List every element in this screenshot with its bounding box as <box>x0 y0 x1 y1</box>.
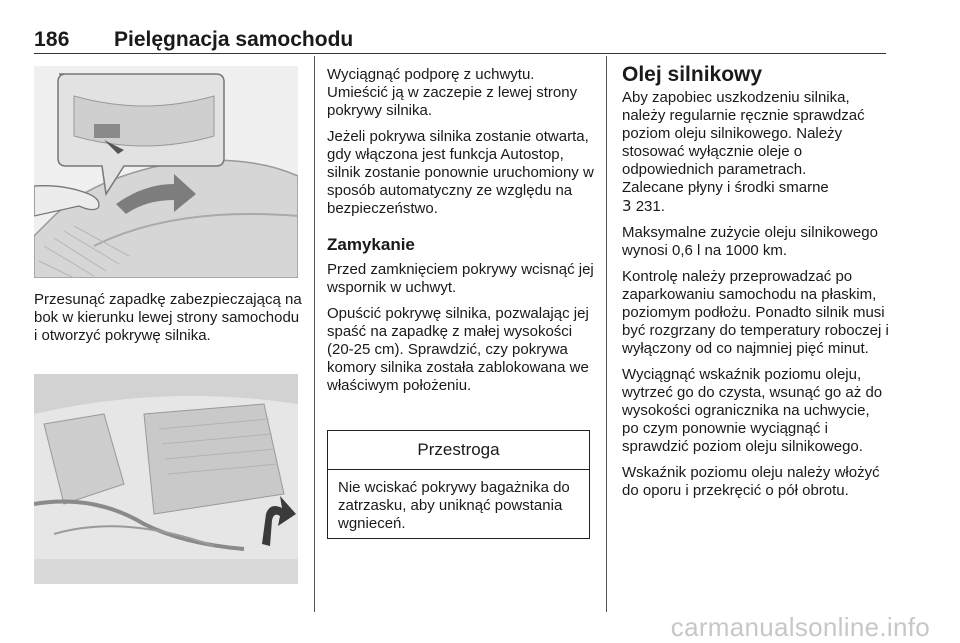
support-instructions <box>327 66 595 403</box>
support-paragraph-2: Jeżeli pokrywa silnika zostanie otwarta, gdy włączona jest funkcja Autostop, silnik zostanie ponownie uruchomiony w sposób automatyczny ze względu na bezpieczeństwo. <box>327 128 594 217</box>
oil-paragraph-1: Aby zapobiec uszkodzeniu silnika, należy regularnie ręcznie sprawdzać poziom oleju silnikowego. Należy stosować wyłącznie oleje o odpowiednich parametrach. <box>622 89 865 178</box>
oil-reference-text: Zalecane płyny i środki smarne <box>622 179 829 196</box>
warning-box <box>327 430 590 539</box>
column-divider-right <box>606 56 607 612</box>
oil-paragraph-3: Kontrolę należy przeprowadzać po zaparkowaniu samochodu na płaskim, poziomym podłożu. Ponadto silnik musi być rozgrzany do temperatury roboczej i wyłączony od co najmniej pięć minut. <box>622 268 889 357</box>
column-divider-left <box>314 56 315 612</box>
oil-paragraph-2: Maksymalne zużycie oleju silnikowego wynosi 0,6 l na 1000 km. <box>622 224 878 259</box>
support-paragraph-1: Wyciągnąć podporę z uchwytu. Umieścić ją w zaczepie z lewej strony pokrywy silnika. <box>327 66 578 119</box>
watermark: carmanualsonline.info <box>670 612 930 642</box>
oil-paragraph-5: Wskaźnik poziomu oleju należy włożyć do oporu i przekręcić o pół obrotu. <box>622 464 880 499</box>
warning-title: Przestroga <box>328 431 589 470</box>
oil-reference <box>622 179 890 216</box>
engine-oil-heading: Olej silnikowy <box>622 63 763 86</box>
closing-paragraph-2: Opuścić pokrywę silnika, pozwalając jej spaść na zapadkę z małej wysokości (20-25 cm). Sprawdzić, czy pokrywa komory silnika została zablokowana we właściwym położeniu. <box>327 305 589 394</box>
oil-paragraph-4: Wyciągnąć wskaźnik poziomu oleju, wytrzeć go do czysta, wsunąć go aż do wysokości ogranicznika na uchwycie, po czym ponownie wyciągnąć i sprawdzić poziom oleju silnikowego. <box>622 366 883 455</box>
hood-release-illustration <box>34 66 298 278</box>
closing-paragraph-1: Przed zamknięciem pokrywy wcisnąć jej wspornik w uchwyt. <box>327 261 594 296</box>
engine-oil-section <box>622 63 890 508</box>
page-header <box>34 28 886 52</box>
closing-heading: Zamykanie <box>327 235 415 254</box>
release-caption-text: Przesunąć zapadkę zabezpieczającą na bok w kierunku lewej strony samochodu i otworzyć pokrywę silnika. <box>34 291 302 344</box>
page-number: 186 <box>34 28 70 51</box>
header-divider <box>34 53 886 54</box>
oil-reference-page-link[interactable]: 231. <box>635 198 665 215</box>
release-caption <box>34 291 302 353</box>
page-ref-arrow-icon: 3 <box>622 197 632 215</box>
engine-bay-illustration <box>34 374 298 584</box>
warning-text: Nie wciskać pokrywy bagażnika do zatrzasku, aby uniknąć powstania wgnieceń. <box>338 479 570 532</box>
page-title: Pielęgnacja samochodu <box>114 28 354 51</box>
